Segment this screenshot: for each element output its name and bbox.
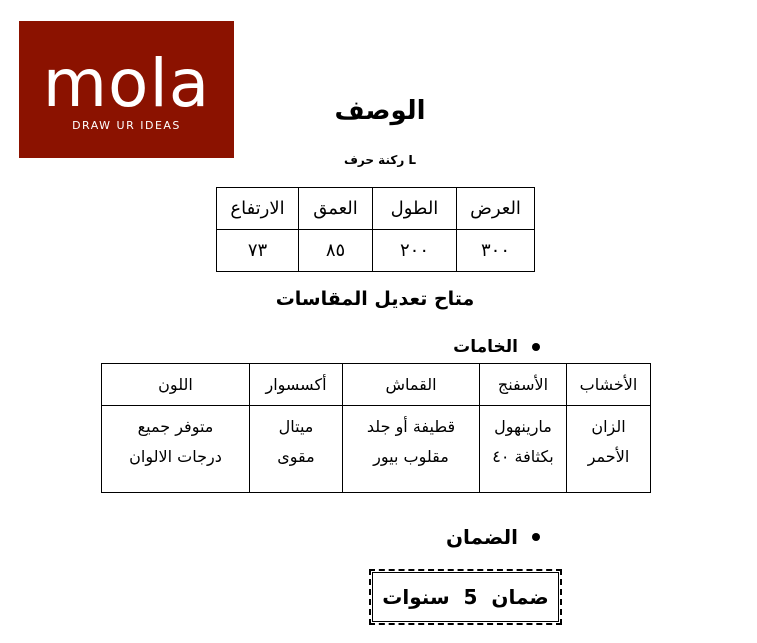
bullet-icon (532, 533, 540, 541)
value-width: ٣٠٠ (457, 230, 535, 272)
dimensions-value-row (217, 230, 535, 272)
product-subtitle: ركنة حرف L (343, 153, 417, 167)
materials-value-row (102, 406, 651, 493)
page-title: الوصف (334, 96, 426, 126)
value-accessory (250, 406, 343, 493)
materials-label: الخامات (453, 337, 518, 357)
materials-table (101, 363, 651, 493)
accessory-line-2: مقوى (277, 447, 315, 466)
header-fabric: القماش (343, 364, 480, 406)
value-fabric (343, 406, 480, 493)
dimensions-header-row (217, 188, 535, 230)
logo-tagline: DRAW UR IDEAS (72, 119, 181, 132)
dimensions-table (216, 187, 535, 272)
value-height: ٧٣ (217, 230, 299, 272)
materials-header-row (102, 364, 651, 406)
header-height: الارتفاع (217, 188, 299, 230)
brand-logo (19, 21, 234, 158)
value-depth: ٨٥ (299, 230, 373, 272)
accessory-line-1: ميتال (278, 417, 314, 436)
fabric-line-2: مقلوب بيور (373, 447, 449, 466)
foam-line-1: مارينهول (494, 417, 552, 436)
warranty-text: ضمان 5 سنوات (382, 585, 549, 609)
header-accessory: أكسسوار (250, 364, 343, 406)
color-line-1: متوفر جميع (137, 417, 214, 436)
wood-line-2: الأحمر (587, 447, 630, 466)
materials-bullet (453, 337, 540, 357)
foam-line-2: بكثافة ٤٠ (492, 447, 554, 466)
logo-wordmark: mola (42, 45, 211, 122)
header-color: اللون (102, 364, 250, 406)
customization-heading: متاح تعديل المقاسات (275, 288, 475, 310)
header-depth: العمق (299, 188, 373, 230)
header-foam: الأسفنج (480, 364, 567, 406)
value-foam (480, 406, 567, 493)
header-wood: الأخشاب (567, 364, 651, 406)
value-length: ٢٠٠ (373, 230, 457, 272)
value-wood (567, 406, 651, 493)
warranty-bullet (446, 525, 540, 549)
header-width: العرض (457, 188, 535, 230)
value-color (102, 406, 250, 493)
color-line-2: درجات الالوان (129, 447, 222, 466)
fabric-line-1: قطيفة أو جلد (366, 417, 456, 436)
bullet-icon (532, 343, 540, 351)
wood-line-1: الزان (591, 417, 626, 436)
header-length: الطول (373, 188, 457, 230)
warranty-label: الضمان (445, 525, 518, 549)
warranty-box (369, 569, 562, 625)
